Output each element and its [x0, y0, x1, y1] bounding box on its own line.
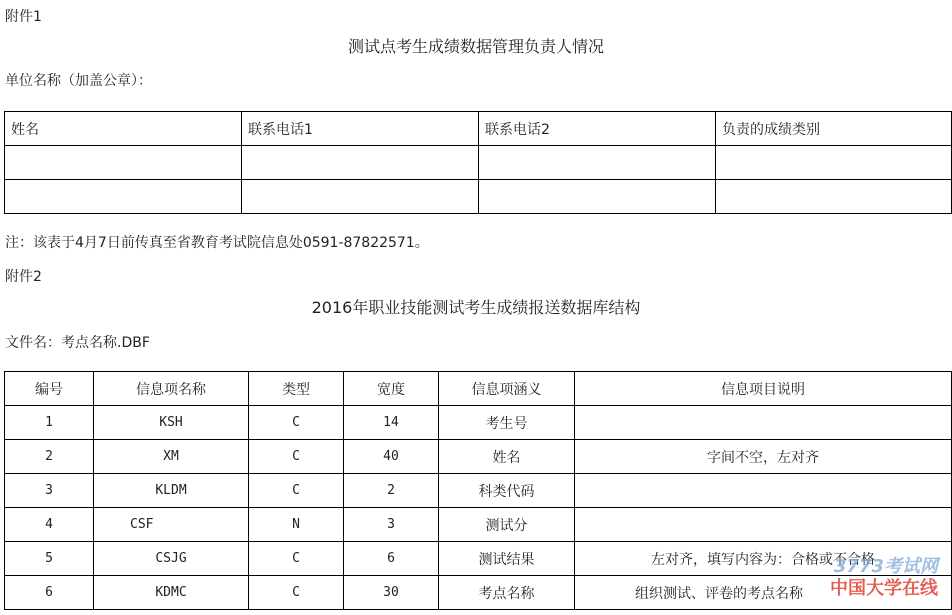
- table-row: [5, 576, 952, 610]
- table-header-row: [5, 372, 952, 406]
- table-cell: [716, 180, 952, 214]
- cell-width: 3: [344, 508, 439, 542]
- table-cell: [5, 146, 242, 180]
- cell-meaning: 科类代码: [439, 474, 575, 508]
- cell-type: C: [249, 474, 344, 508]
- database-structure-table: [4, 371, 952, 610]
- cell-no: 2: [5, 440, 94, 474]
- header-cell: 宽度: [344, 372, 439, 406]
- cell-meaning: 测试结果: [439, 542, 575, 576]
- attachment2-title: 2016年职业技能测试考生成绩报送数据库结构: [311, 298, 641, 317]
- cell-width: 40: [344, 440, 439, 474]
- header-cell: 类型: [249, 372, 344, 406]
- cell-description: 字间不空，左对齐: [575, 440, 952, 474]
- cell-field-name: CSJG: [94, 542, 249, 576]
- filename-label: 文件名：考点名称.DBF: [5, 335, 150, 351]
- contact-table: [4, 111, 952, 214]
- cell-field-name: KLDM: [94, 474, 249, 508]
- cell-type: C: [249, 542, 344, 576]
- cell-no: 5: [5, 542, 94, 576]
- table-cell: [479, 146, 716, 180]
- cell-width: 30: [344, 576, 439, 610]
- table-row: [5, 406, 952, 440]
- cell-no: 1: [5, 406, 94, 440]
- cell-type: C: [249, 576, 344, 610]
- cell-field-name: CSF: [94, 508, 249, 542]
- fax-note: 注：该表于4月7日前传真至省教育考试院信息处0591-87822571。: [5, 235, 429, 251]
- table-row: [5, 146, 952, 180]
- cell-meaning: 测试分: [439, 508, 575, 542]
- unit-name-label: 单位名称（加盖公章）：: [5, 73, 152, 89]
- cell-width: 14: [344, 406, 439, 440]
- table-cell: [716, 146, 952, 180]
- header-cell: 联系电话1: [242, 112, 479, 146]
- table-cell: [5, 180, 242, 214]
- attachment1-label: 附件1: [5, 9, 42, 25]
- cell-field-name: KDMC: [94, 576, 249, 610]
- cell-meaning: 考点名称: [439, 576, 575, 610]
- table-cell: [242, 180, 479, 214]
- cell-no: 4: [5, 508, 94, 542]
- header-cell: 信息项目说明: [575, 372, 952, 406]
- cell-field-name: XM: [94, 440, 249, 474]
- table-header-row: [5, 112, 952, 146]
- cell-type: C: [249, 406, 344, 440]
- table-row: [5, 474, 952, 508]
- table-row: [5, 440, 952, 474]
- table-row: [5, 180, 952, 214]
- cell-no: 6: [5, 576, 94, 610]
- table-cell: [479, 180, 716, 214]
- header-cell: 姓名: [5, 112, 242, 146]
- cell-meaning: 考生号: [439, 406, 575, 440]
- table-row: [5, 508, 952, 542]
- table-cell: [242, 146, 479, 180]
- header-cell: 负责的成绩类别: [716, 112, 952, 146]
- cell-width: 2: [344, 474, 439, 508]
- cell-field-name: KSH: [94, 406, 249, 440]
- cell-meaning: 姓名: [439, 440, 575, 474]
- watermark-line2: 中国大学在线: [830, 578, 938, 599]
- cell-width: 6: [344, 542, 439, 576]
- cell-description: [575, 508, 952, 542]
- cell-description: 左对齐，填写内容为：合格或不合格: [575, 542, 952, 576]
- header-cell: 信息项涵义: [439, 372, 575, 406]
- header-cell: 编号: [5, 372, 94, 406]
- watermark-line1: 3773考试网: [833, 556, 938, 577]
- header-cell: 联系电话2: [479, 112, 716, 146]
- header-cell: 信息项名称: [94, 372, 249, 406]
- cell-type: C: [249, 440, 344, 474]
- attachment2-label: 附件2: [5, 269, 42, 285]
- cell-description: 组织测试、评卷的考点名称: [575, 576, 952, 610]
- cell-type: N: [249, 508, 344, 542]
- cell-description: [575, 474, 952, 508]
- table-row: [5, 542, 952, 576]
- attachment1-title: 测试点考生成绩数据管理负责人情况: [347, 37, 604, 56]
- cell-description: [575, 406, 952, 440]
- cell-no: 3: [5, 474, 94, 508]
